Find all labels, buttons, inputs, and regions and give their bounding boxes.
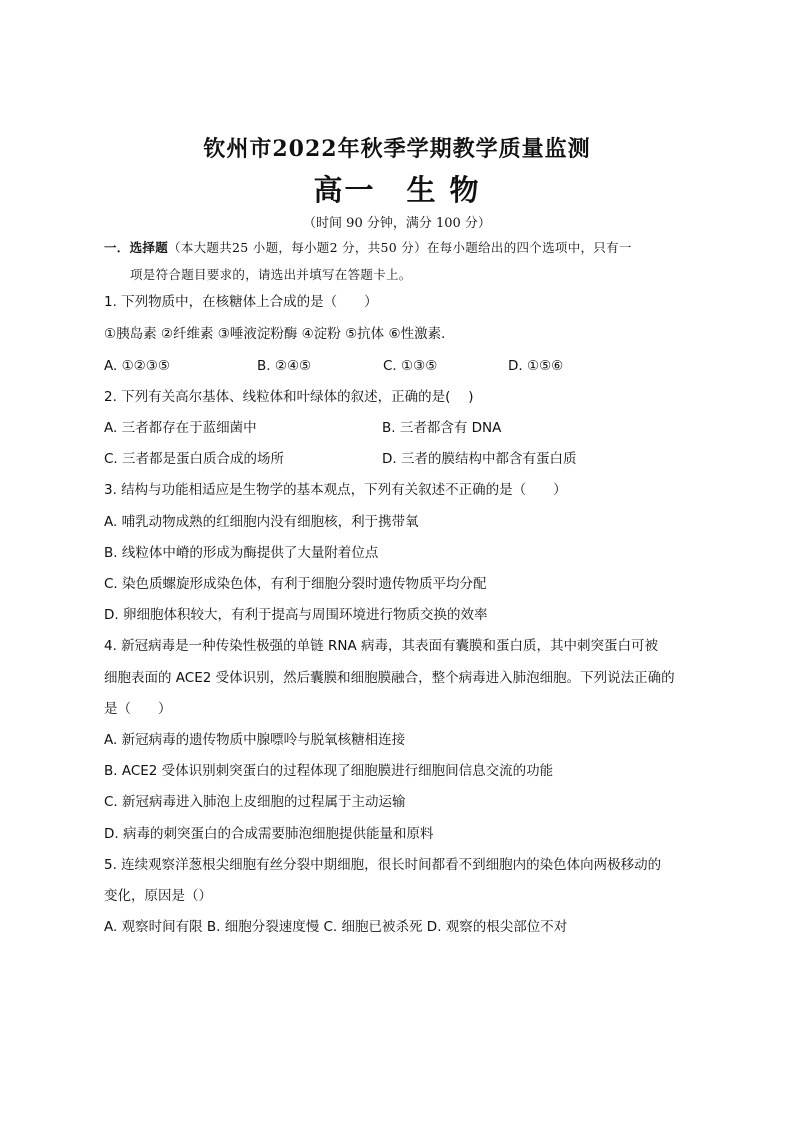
question-3-option-d[interactable]: D. 卵细胞体积较大，有利于提高与周围环境进行物质交换的效率 [104, 607, 488, 623]
question-4-stem-line2: 细胞表面的 ACE2 受体识别，然后囊膜和细胞膜融合，整个病毒进入肺泡细胞。下列说法正确的 [104, 670, 675, 686]
question-5-stem-line1: 5. 连续观察洋葱根尖细胞有丝分裂中期细胞，很长时间都看不到细胞内的染色体向两极移动的 [104, 857, 662, 873]
question-4-option-b[interactable]: B. ACE2 受体识别刺突蛋白的过程体现了细胞膜进行细胞间信息交流的功能 [104, 763, 554, 779]
question-2-option-a[interactable]: A. 三者都存在于蓝细菌中 [104, 420, 257, 436]
section-label: 一．选择题 [104, 240, 169, 255]
question-5-options[interactable]: A. 观察时间有限 B. 细胞分裂速度慢 C. 细胞已被杀死 D. 观察的根尖部位不对 [104, 919, 568, 935]
question-1-options [104, 356, 704, 376]
question-4-option-d[interactable]: D. 病毒的刺突蛋白的合成需要肺泡细胞提供能量和原料 [104, 826, 434, 842]
question-3-stem: 3. 结构与功能相适应是生物学的基本观点，下列有关叙述不正确的是（ ） [104, 482, 567, 498]
question-2-option-c[interactable]: C. 三者都是蛋白质合成的场所 [104, 451, 285, 467]
question-2-option-d[interactable]: D. 三者的膜结构中都含有蛋白质 [382, 451, 577, 467]
question-5-stem-line2: 变化，原因是（） [104, 888, 212, 904]
question-1-stem: 1. 下列物质中，在核糖体上合成的是（ ） [104, 294, 378, 310]
question-1-option-d[interactable]: D. ①⑤⑥ [508, 358, 564, 374]
question-2-options-row1 [104, 418, 704, 438]
question-3-option-c[interactable]: C. 染色质螺旋形成染色体，有利于细胞分裂时遗传物质平均分配 [104, 576, 487, 592]
question-2-options-row2 [104, 449, 704, 469]
time-score-note: （时间 90 分钟，满分 100 分） [303, 216, 491, 231]
question-4-stem-line1: 4. 新冠病毒是一种传染性极强的单链 RNA 病毒，其表面有囊膜和蛋白质，其中刺突蛋白可被 [104, 638, 658, 654]
question-1-items: ①胰岛素 ②纤维素 ③唾液淀粉酶 ④淀粉 ⑤抗体 ⑥性激素． [104, 326, 455, 342]
subject-title: 高一 生 物 [313, 173, 481, 207]
question-4-stem-line3: 是（ ） [104, 701, 172, 717]
question-2-stem: 2. 下列有关高尔基体、线粒体和叶绿体的叙述，正确的是( ) [104, 389, 474, 405]
section-note-line1: （本大题共25 小题，每小题2 分，共50 分）在每小题给出的四个选项中，只有一 [168, 240, 632, 255]
section-note-line2: 项是符合题目要求的，请选出并填写在答题卡上。 [130, 267, 412, 282]
question-1-option-b[interactable]: B. ②④⑤ [257, 358, 312, 374]
question-3-option-b[interactable]: B. 线粒体中嵴的形成为酶提供了大量附着位点 [104, 545, 379, 561]
question-4-option-c[interactable]: C. 新冠病毒进入肺泡上皮细胞的过程属于主动运输 [104, 794, 406, 810]
question-4-option-a[interactable]: A. 新冠病毒的遗传物质中腺嘌呤与脱氧核糖相连接 [104, 732, 406, 748]
question-1-option-a[interactable]: A. ①②③⑤ [104, 358, 170, 374]
question-1-option-c[interactable]: C. ①③⑤ [383, 358, 438, 374]
section-heading [104, 234, 694, 261]
question-2-option-b[interactable]: B. 三者都含有 DNA [382, 420, 502, 436]
question-3-option-a[interactable]: A. 哺乳动物成熟的红细胞内没有细胞核，利于携带氧 [104, 514, 419, 530]
exam-title: 钦州市2022年秋季学期教学质量监测 [203, 136, 591, 162]
